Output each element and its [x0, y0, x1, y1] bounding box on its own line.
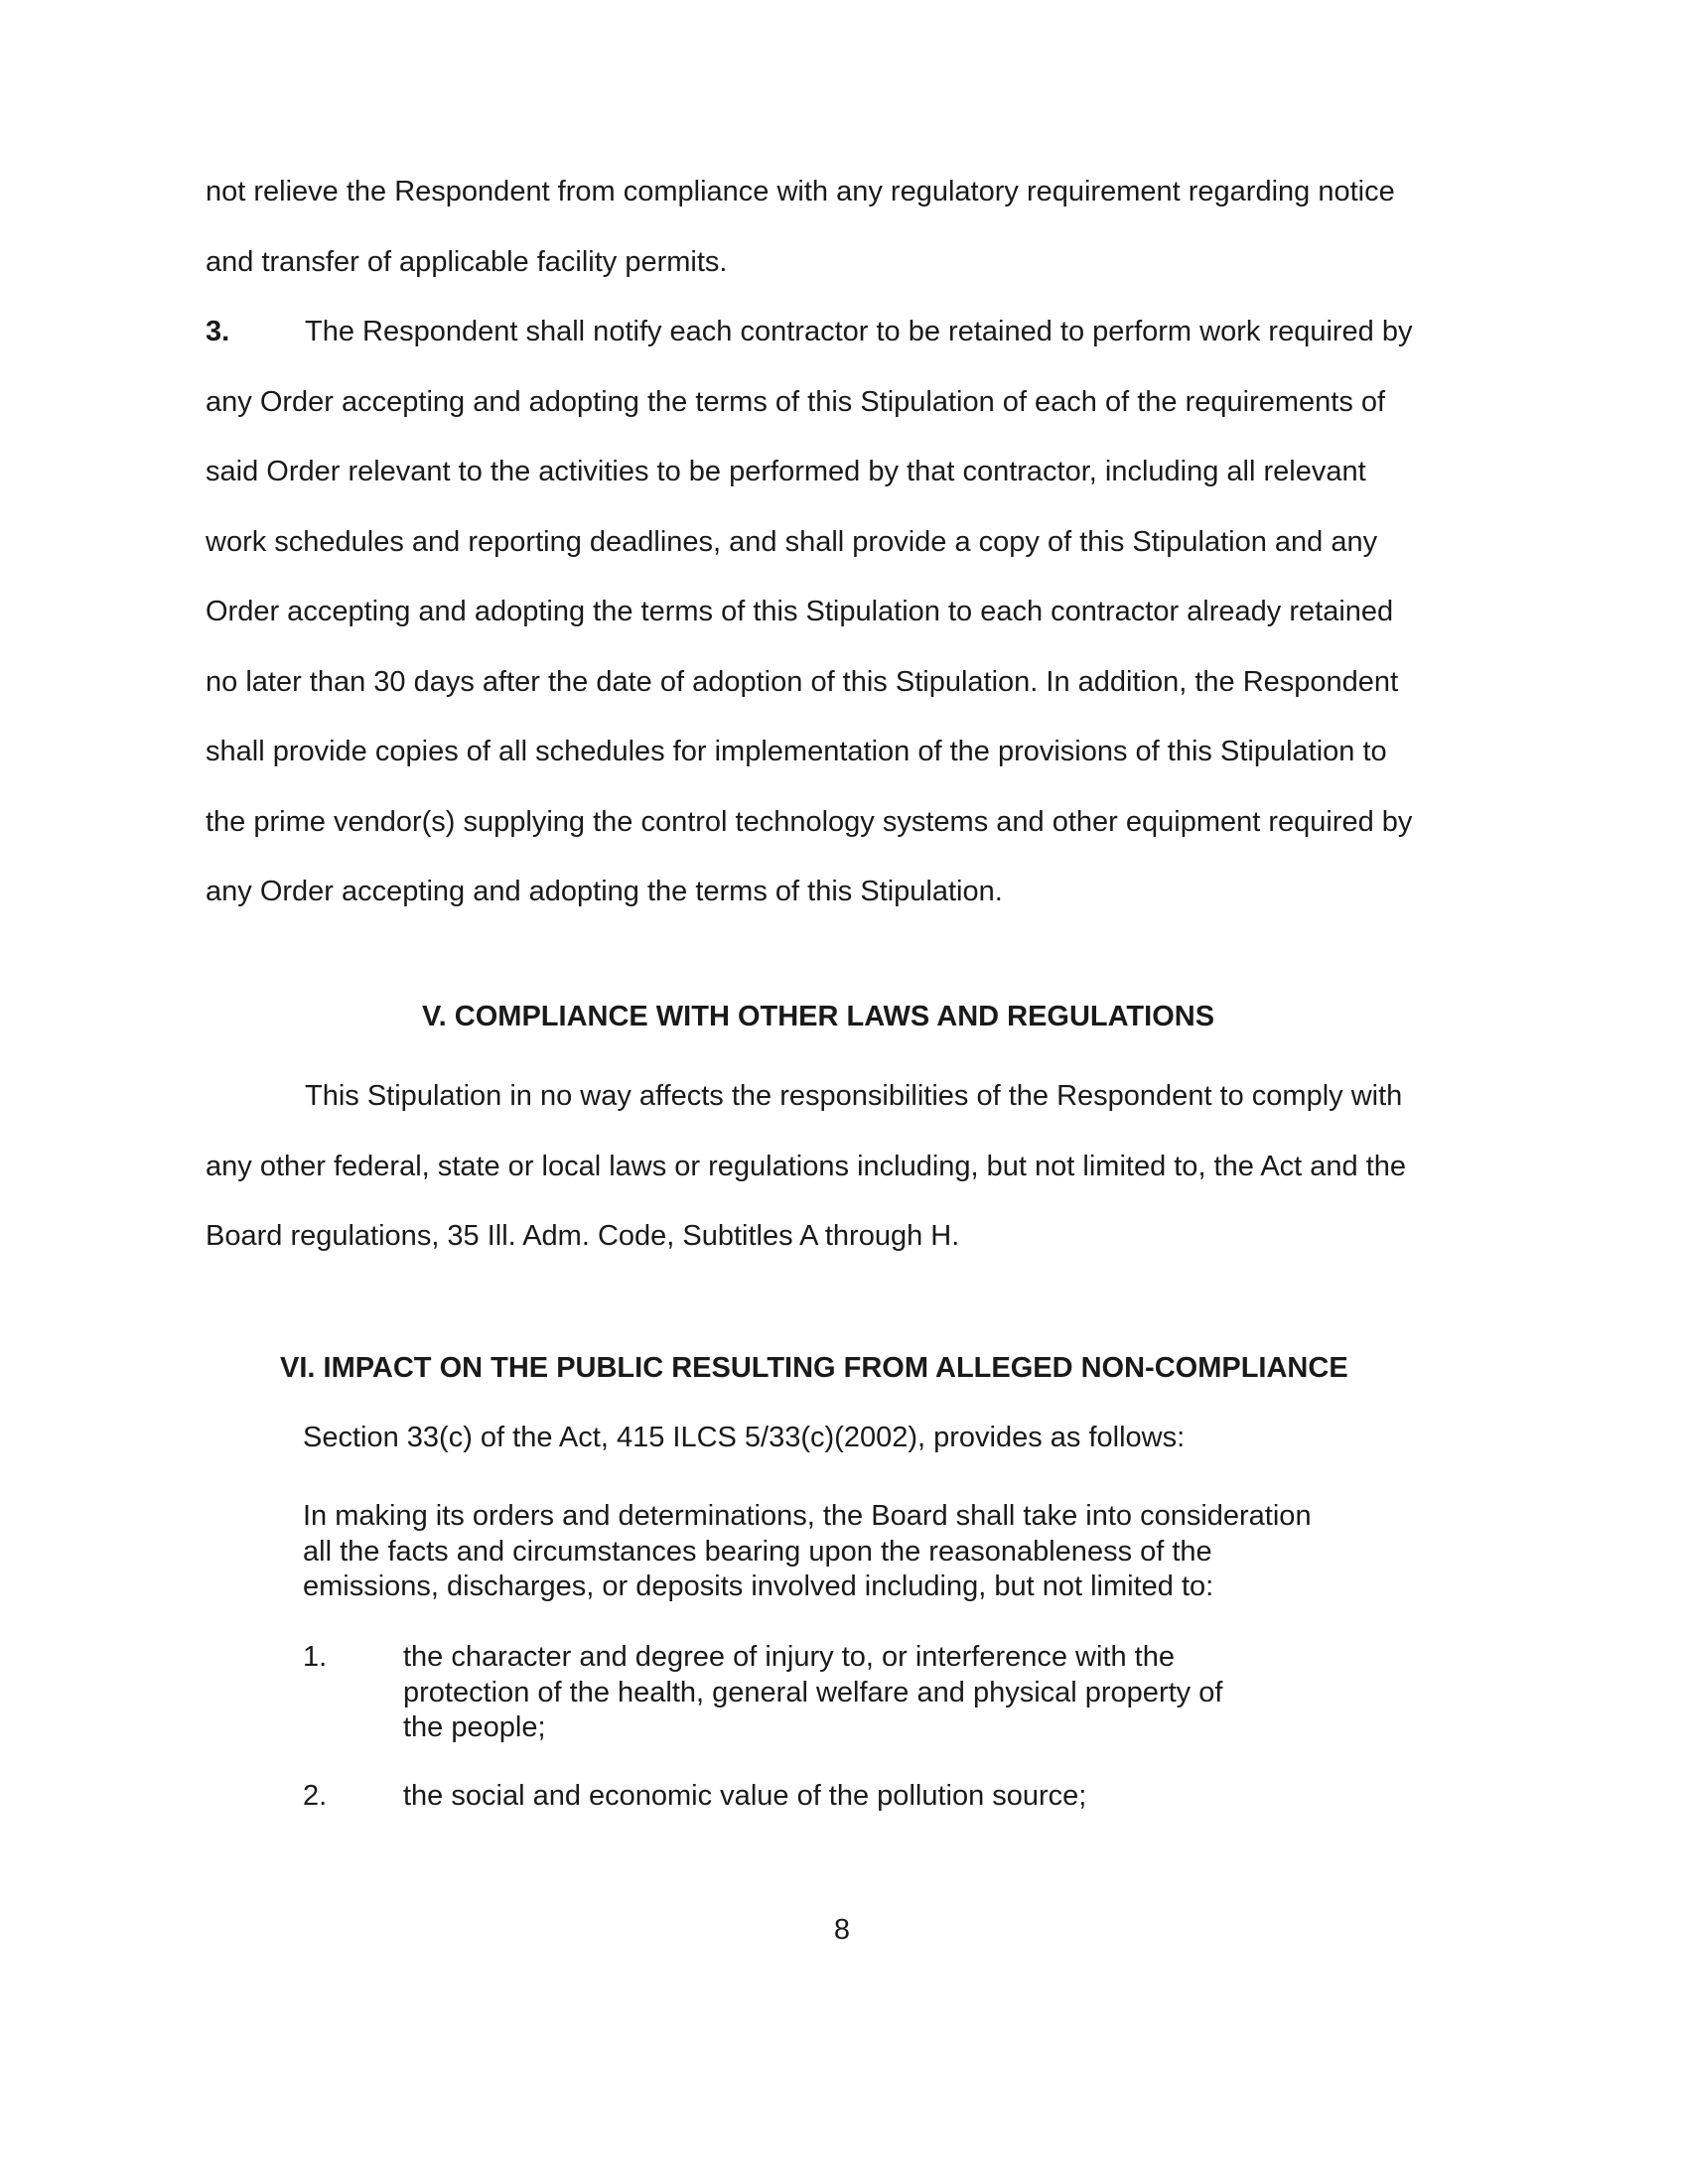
paragraph-line: Board regulations, 35 Ill. Adm. Code, Subtitles A through H.	[206, 1220, 960, 1252]
paragraph-first-line: This Stipulation in no way affects the responsibilities of the Respondent to comply with	[305, 1080, 1403, 1112]
section-vi-intro: Section 33(c) of the Act, 415 ILCS 5/33(c)(2002), provides as follows:	[303, 1422, 1186, 1453]
paragraph-line: no later than 30 days after the date of adoption of this Stipulation. In addition, the Respondent	[206, 665, 1399, 698]
section-v-body	[206, 1061, 1486, 1272]
statute-quote	[303, 1499, 1395, 1605]
paragraph-line: work schedules and reporting deadlines, and shall provide a copy of this Stipulation and any	[206, 525, 1378, 558]
continued-paragraph	[206, 157, 1486, 297]
paragraph-3	[206, 297, 1486, 927]
paragraph-line	[206, 1061, 1486, 1132]
paragraph-line: the prime vendor(s) supplying the control technology systems and other equipment required by	[206, 805, 1413, 838]
quote-line: all the facts and circumstances bearing upon the reasonableness of the	[303, 1535, 1212, 1568]
paragraph-line	[206, 297, 1486, 367]
paragraph-line: any other federal, state or local laws or regulations including, but not limited to, the Act and the	[206, 1150, 1407, 1182]
page-number: 8	[833, 1914, 851, 1946]
paragraph-line: and transfer of applicable facility permits.	[206, 245, 728, 278]
list-item-number: 2.	[303, 1780, 328, 1812]
section-v-heading: V. COMPLIANCE WITH OTHER LAWS AND REGULATIONS	[422, 1001, 1215, 1032]
paragraph-line: said Order relevant to the activities to be performed by that contractor, including all relevant	[206, 456, 1366, 487]
paragraph-line: Order accepting and adopting the terms of this Stipulation to each contractor already retained	[206, 596, 1394, 627]
paragraph-line: any Order accepting and adopting the terms of this Stipulation.	[206, 876, 1003, 907]
quote-line: In making its orders and determinations, the Board shall take into consideration	[303, 1500, 1312, 1532]
list-item-line: the social and economic value of the pollution source;	[403, 1780, 1087, 1812]
list-item-text	[403, 1640, 1296, 1746]
paragraph-number: 3.	[206, 316, 230, 347]
paragraph-line: not relieve the Respondent from compliance with any regulatory requirement regarding notice	[206, 176, 1395, 207]
paragraph-line: any Order accepting and adopting the terms of this Stipulation of each of the requirements of	[206, 385, 1386, 418]
list-item-text	[403, 1779, 1296, 1815]
paragraph-line: shall provide copies of all schedules for implementation of the provisions of this Stipulation to	[206, 736, 1387, 767]
list-item-line: the character and degree of injury to, or interference with the	[403, 1641, 1175, 1673]
list-item-line: the people;	[403, 1711, 546, 1743]
paragraph-first-line: The Respondent shall notify each contractor to be retained to perform work required by	[305, 316, 1413, 347]
list-item-line: protection of the health, general welfare and physical property of	[403, 1676, 1223, 1708]
section-vi-heading: VI. IMPACT ON THE PUBLIC RESULTING FROM ALLEGED NON-COMPLIANCE	[280, 1352, 1348, 1384]
list-item	[303, 1640, 1296, 1746]
list-item-number: 1.	[303, 1641, 328, 1673]
quote-line: emissions, discharges, or deposits involved including, but not limited to:	[303, 1570, 1214, 1602]
list-item	[303, 1779, 1296, 1815]
